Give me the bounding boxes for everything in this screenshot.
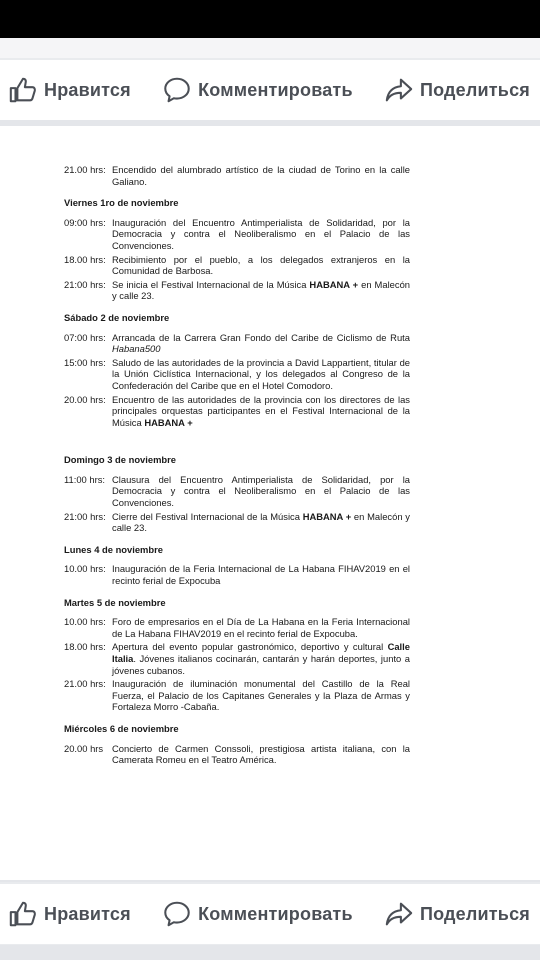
entry-time: 10.00 hrs: <box>64 616 106 628</box>
entry-text-part: en Malecón y calle 23. <box>112 510 410 534</box>
entry-text-content: Clausura del Encuentro Antimperialista de Solidaridad, por la Democracia y contra el Neoliberalismo en el Palacio de las Convenciones. <box>112 473 410 509</box>
entry-text-part: Arrancada de la Carrera Gran Fondo del Caribe de Ciclismo de Ruta <box>112 331 410 343</box>
entry-text-content: Inauguración de la Feria Internacional de La Habana FIHAV2019 en el recinto ferial de Expocuba <box>112 563 410 587</box>
day-heading: Martes 5 de noviembre <box>64 596 166 608</box>
schedule-entry <box>64 474 410 509</box>
entry-time: 18.00 hrs: <box>64 641 106 653</box>
entry-time: 21.00 hrs: <box>64 164 106 175</box>
entry-text <box>112 641 410 676</box>
entry-time: 09:00 hrs: <box>64 216 106 228</box>
entry-time: 18.00 hrs: <box>64 253 106 265</box>
schedule-entry <box>64 332 410 355</box>
schedule-document <box>64 164 410 768</box>
blank-gap <box>64 430 410 444</box>
entry-text-italic: Habana500 <box>112 343 161 355</box>
entry-time: 20.00 hrs: <box>64 393 106 405</box>
comment-label: Комментировать <box>198 79 353 100</box>
post-actions-bottom <box>0 884 540 944</box>
schedule-entry <box>64 254 410 277</box>
entry-time: 07:00 hrs: <box>64 331 106 343</box>
comment-button[interactable] <box>162 899 353 929</box>
entry-text-part: en Malecón y calle 23. <box>112 278 410 302</box>
schedule-entry <box>64 279 410 302</box>
day-heading: Sábado 2 de noviembre <box>64 311 170 323</box>
status-bar <box>0 0 540 38</box>
post-actions-top <box>0 60 540 120</box>
entry-text-bold: HABANA + <box>144 416 193 428</box>
entry-text-content: Saludo de las autoridades de la provincia a David Lappartient, titular de la Unión Ciclística Internacional, y los delegados al Congreso de la Confederación del Caribe que en el Hotel Comodoro. <box>112 356 410 391</box>
comment-button[interactable] <box>162 75 353 105</box>
entry-text <box>112 332 410 355</box>
schedule-entry <box>64 678 410 713</box>
entry-text <box>112 254 410 277</box>
entry-time: 20.00 hrs <box>64 742 104 754</box>
entry-time: 21:00 hrs: <box>64 278 106 290</box>
entry-time: 10.00 hrs: <box>64 563 106 575</box>
entry-text-content: Encendido del alumbrado artístico de la ciudad de Torino en la calle Galiano. <box>112 164 410 187</box>
entry-text-part: Se inicia el Festival Internacional de la Música <box>112 278 310 290</box>
thumbs-up-icon <box>8 75 38 105</box>
entry-text <box>112 616 410 639</box>
entry-text <box>112 217 410 252</box>
feed-separator-bottom <box>0 880 540 882</box>
entry-text <box>112 357 410 392</box>
entry-text-part: . Jóvenes italianos cocinarán, cantarán y harán deportes, junto a jóvenes cubanos. <box>112 653 410 676</box>
share-label: Поделиться <box>419 79 530 100</box>
entry-time: 11:00 hrs: <box>64 473 105 485</box>
thumbs-up-icon <box>8 899 38 929</box>
share-button[interactable] <box>384 75 530 105</box>
entry-text-content: Inauguración de iluminación monumental del Castillo de la Real Fuerza, el Palacio de los Capitanes Generales y la Plaza de Armas y Fortaleza Morro -Cabaña. <box>112 678 410 713</box>
share-label: Поделиться <box>419 903 530 924</box>
day-heading: Lunes 4 de noviembre <box>64 543 163 555</box>
entry-text <box>112 164 410 187</box>
entry-text-content: Recibimiento por el pueblo, a los delegados extranjeros en la Comunidad de Barbosa. <box>112 253 410 277</box>
entry-text <box>112 394 410 429</box>
entry-time: 15:00 hrs: <box>64 356 106 368</box>
entry-text-part: Encuentro de las autoridades de la provincia con los directores de las principales orquestas participantes en el Festival Internacional de la Música <box>112 393 410 428</box>
entry-text-part: Cierre del Festival Internacional de la Música <box>112 510 303 522</box>
schedule-entry <box>64 394 410 429</box>
like-label: Нравится <box>44 79 131 100</box>
entry-text <box>112 511 410 534</box>
day-heading: Miércoles 6 de noviembre <box>64 722 179 734</box>
entry-time: 21.00 hrs: <box>64 678 106 690</box>
comment-bubble-icon <box>162 75 192 105</box>
entry-text <box>112 743 410 766</box>
like-button[interactable] <box>8 899 131 929</box>
comment-bubble-icon <box>162 899 192 929</box>
schedule-entry <box>64 357 410 392</box>
entry-text <box>112 678 410 713</box>
share-arrow-icon <box>384 899 414 929</box>
schedule-entry <box>64 743 410 766</box>
schedule-entry <box>64 641 410 676</box>
feed-separator <box>0 945 540 960</box>
day-heading: Viernes 1ro de noviembre <box>64 197 179 209</box>
schedule-entry <box>64 616 410 639</box>
entry-text <box>112 474 410 509</box>
share-button[interactable] <box>384 899 530 929</box>
schedule-entry <box>64 164 410 187</box>
like-button[interactable] <box>8 75 131 105</box>
entry-text <box>112 563 410 586</box>
entry-text-content: Foro de empresarios en el Día de La Habana en la Feria Internacional de La Habana FIHAV2019 en el recinto ferial de Expocuba. <box>112 616 410 639</box>
card-bottom-strip <box>0 38 540 58</box>
schedule-entry <box>64 217 410 252</box>
comment-label: Комментировать <box>198 903 353 924</box>
post-image-document[interactable] <box>0 126 540 880</box>
entry-text-bold: Calle Italia <box>112 641 410 664</box>
entry-text-bold: HABANA + <box>309 278 359 290</box>
entry-text-content: Inauguración del Encuentro Antimperialista de Solidaridad, por la Democracia y contra el Neoliberalismo en el Palacio de las Convenciones. <box>112 216 410 251</box>
entry-time: 21:00 hrs: <box>64 510 106 522</box>
entry-text-content: Concierto de Carmen Conssoli, prestigiosa artista italiana, con la Camerata Romeu en el Teatro América. <box>112 742 410 766</box>
entry-text <box>112 279 410 302</box>
share-arrow-icon <box>384 75 414 105</box>
day-heading: Domingo 3 de noviembre <box>64 454 176 466</box>
entry-text-bold: HABANA + <box>302 510 352 522</box>
schedule-entry <box>64 511 410 534</box>
like-label: Нравится <box>44 903 131 924</box>
entry-text-part: Apertura del evento popular gastronómico, deportivo y cultural <box>112 641 388 653</box>
schedule-entry <box>64 563 410 586</box>
